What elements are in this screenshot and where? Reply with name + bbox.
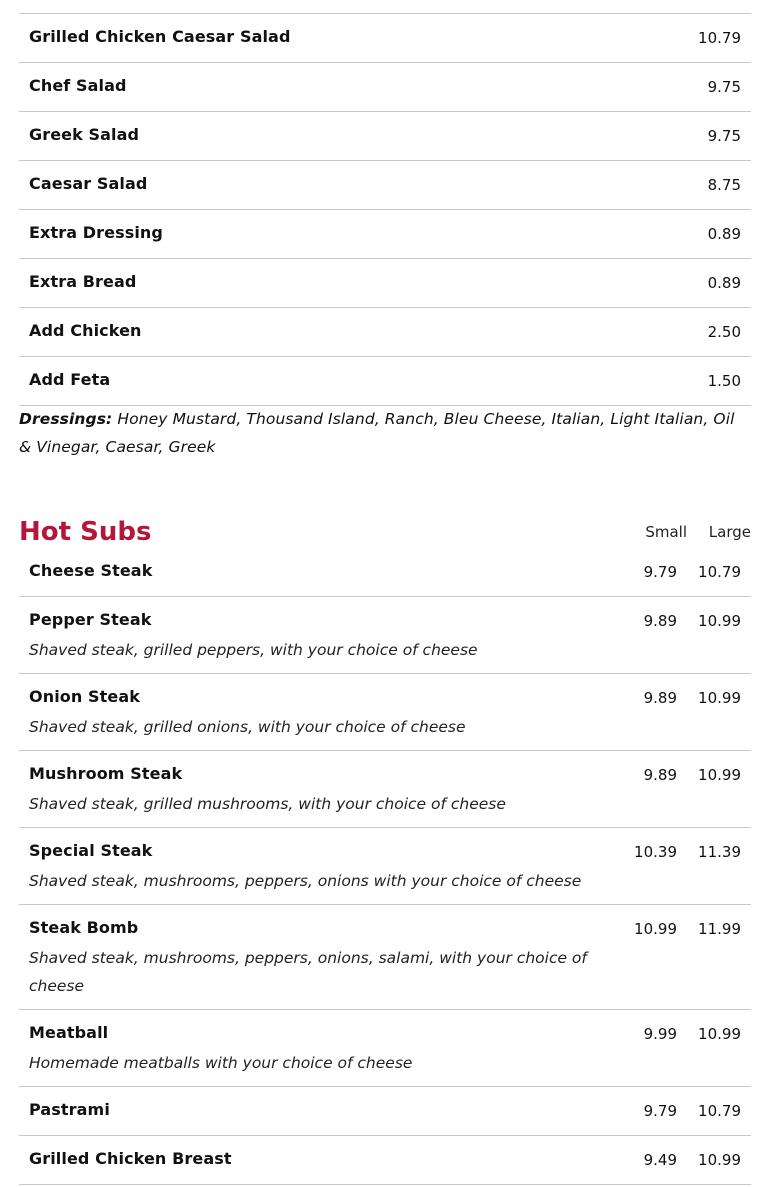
- item-name: Add Feta: [29, 370, 111, 389]
- list-item: [19, 597, 751, 674]
- item-price: 0.89: [707, 225, 741, 243]
- list-item: [19, 112, 751, 161]
- item-price-large: 11.99: [698, 920, 741, 938]
- item-name: Grilled Chicken Breast: [29, 1149, 232, 1168]
- item-name: Grilled Chicken Caesar Salad: [29, 27, 291, 46]
- list-item: [19, 14, 751, 63]
- dressings-text: Honey Mustard, Thousand Island, Ranch, Bleu Cheese, Italian, Light Italian, Oil & Vinegar, Caesar, Greek: [19, 410, 735, 456]
- item-name: Special Steak: [29, 841, 153, 860]
- item-price-large: 10.79: [698, 1102, 741, 1120]
- item-price-large: 10.99: [698, 1151, 741, 1169]
- list-item: [19, 1087, 751, 1136]
- item-description: Shaved steak, mushrooms, peppers, onions with your choice of cheese: [29, 872, 582, 890]
- item-price: 0.89: [707, 274, 741, 292]
- dressings-label: Dressings:: [19, 410, 113, 428]
- item-description: Shaved steak, mushrooms, peppers, onions, salami, with your choice of cheese: [29, 949, 587, 995]
- item-price-large: 11.39: [698, 843, 741, 861]
- item-price: 2.50: [707, 323, 741, 341]
- dressings-note: [19, 405, 751, 461]
- list-item: [19, 1136, 751, 1185]
- list-item: [19, 161, 751, 210]
- item-price: 1.50: [707, 372, 741, 390]
- list-item: [19, 308, 751, 357]
- item-price-small: 10.99: [634, 920, 677, 938]
- item-price-large: 10.79: [698, 563, 741, 581]
- list-item: [19, 674, 751, 751]
- item-price-small: 9.79: [643, 563, 677, 581]
- list-item: [19, 357, 751, 406]
- item-description: Homemade meatballs with your choice of cheese: [29, 1054, 413, 1072]
- item-price: 8.75: [707, 176, 741, 194]
- item-name: Add Chicken: [29, 321, 142, 340]
- item-price-small: 10.39: [634, 843, 677, 861]
- item-price-small: 9.89: [643, 689, 677, 707]
- item-name: Onion Steak: [29, 687, 140, 706]
- list-item: [19, 828, 751, 905]
- item-price-large: 10.99: [698, 612, 741, 630]
- list-item: [19, 905, 751, 1010]
- item-price: 10.79: [698, 29, 741, 47]
- column-header-large: Large: [708, 523, 751, 541]
- item-name: Extra Dressing: [29, 223, 163, 242]
- item-price-small: 9.89: [643, 612, 677, 630]
- item-price-small: 9.79: [643, 1102, 677, 1120]
- section-title: Hot Subs: [19, 517, 152, 547]
- salad-list: [19, 14, 751, 406]
- item-price-small: 9.99: [643, 1025, 677, 1043]
- list-item: [19, 751, 751, 828]
- item-price: 9.75: [707, 127, 741, 145]
- item-name: Mushroom Steak: [29, 764, 183, 783]
- list-item: [19, 1010, 751, 1087]
- item-description: Shaved steak, grilled mushrooms, with your choice of cheese: [29, 795, 506, 813]
- item-name: Steak Bomb: [29, 918, 139, 937]
- item-price-small: 9.89: [643, 766, 677, 784]
- item-name: Pastrami: [29, 1100, 110, 1119]
- item-price-large: 10.99: [698, 766, 741, 784]
- item-price: 9.75: [707, 78, 741, 96]
- list-item: [19, 210, 751, 259]
- list-item: [19, 548, 751, 597]
- item-price-large: 10.99: [698, 1025, 741, 1043]
- item-name: Caesar Salad: [29, 174, 148, 193]
- list-item: [19, 63, 751, 112]
- hot-subs-list: [19, 548, 751, 1185]
- item-name: Chef Salad: [29, 76, 127, 95]
- item-price-small: 9.49: [643, 1151, 677, 1169]
- item-description: Shaved steak, grilled peppers, with your choice of cheese: [29, 641, 478, 659]
- item-name: Meatball: [29, 1023, 109, 1042]
- item-name: Pepper Steak: [29, 610, 152, 629]
- list-item: [19, 259, 751, 308]
- item-price-large: 10.99: [698, 689, 741, 707]
- item-description: Shaved steak, grilled onions, with your choice of cheese: [29, 718, 466, 736]
- item-name: Greek Salad: [29, 125, 140, 144]
- item-name: Cheese Steak: [29, 561, 153, 580]
- column-header-small: Small: [645, 523, 687, 541]
- item-name: Extra Bread: [29, 272, 137, 291]
